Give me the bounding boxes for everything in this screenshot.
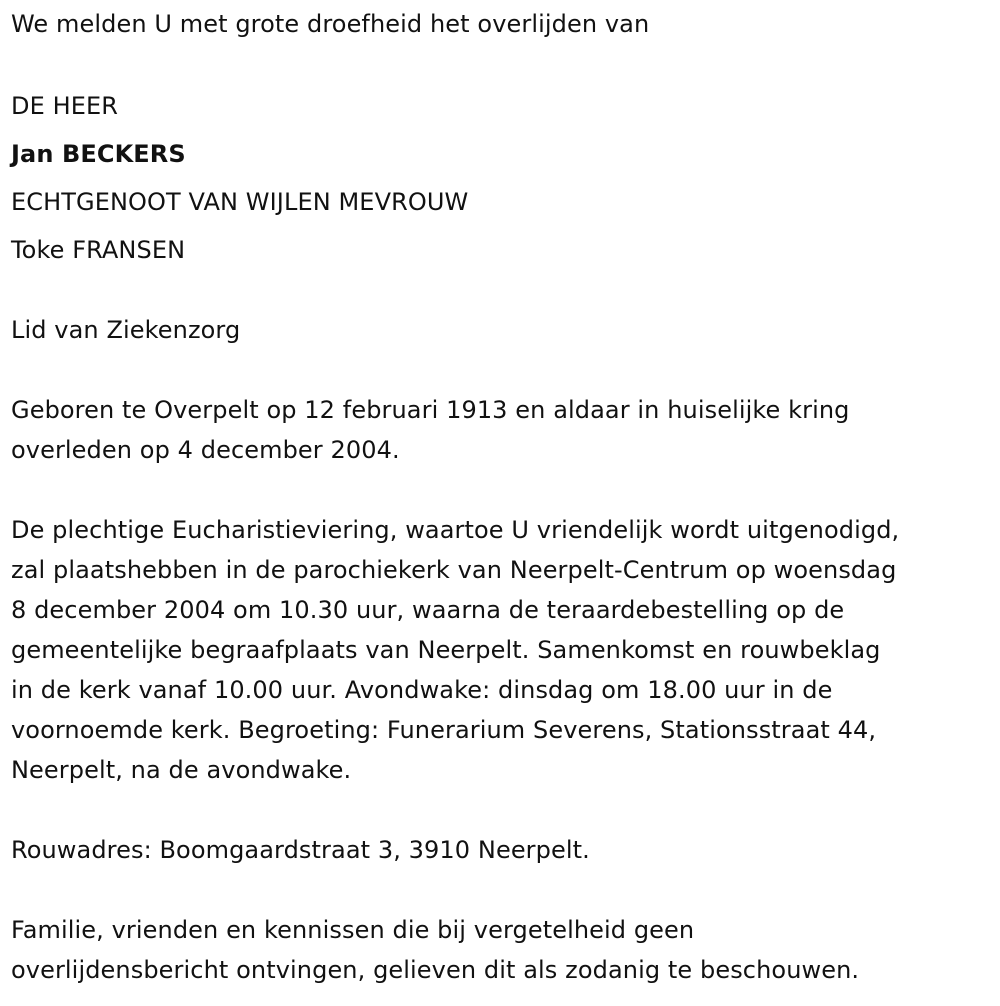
ceremony-line: gemeentelijke begraafplaats van Neerpelt. Samenkomst en rouwbeklag xyxy=(11,636,881,664)
ceremony-line: 8 december 2004 om 10.30 uur, waarna de teraardebestelling op de xyxy=(11,596,845,624)
ceremony-line: zal plaatshebben in de parochiekerk van Neerpelt-Centrum op woensdag xyxy=(11,556,897,584)
birth-death-line: Geboren te Overpelt op 12 februari 1913 en aldaar in huiselijke kring xyxy=(11,396,850,424)
birth-death-line: overleden op 4 december 2004. xyxy=(11,436,400,464)
mourning-address: Rouwadres: Boomgaardstraat 3, 3910 Neerpelt. xyxy=(11,836,590,864)
ceremony-line: Neerpelt, na de avondwake. xyxy=(11,756,352,784)
deceased-name: Jan BECKERS xyxy=(11,140,186,168)
ceremony-line: voornoemde kerk. Begroeting: Funerarium Severens, Stationsstraat 44, xyxy=(11,716,877,744)
closing-line: overlijdensbericht ontvingen, gelieven dit als zodanig te beschouwen. xyxy=(11,956,860,984)
relation-text: ECHTGENOOT VAN WIJLEN MEVROUW xyxy=(11,188,469,216)
ceremony-line: De plechtige Eucharistieviering, waartoe U vriendelijk wordt uitgenodigd, xyxy=(11,516,900,544)
ceremony-line: in de kerk vanaf 10.00 uur. Avondwake: dinsdag om 18.00 uur in de xyxy=(11,676,833,704)
closing-line: Familie, vrienden en kennissen die bij vergetelheid geen xyxy=(11,916,695,944)
title-text: DE HEER xyxy=(11,92,119,120)
intro-text: We melden U met grote droefheid het overlijden van xyxy=(11,10,650,38)
membership-text: Lid van Ziekenzorg xyxy=(11,316,241,344)
spouse-name: Toke FRANSEN xyxy=(11,236,186,264)
